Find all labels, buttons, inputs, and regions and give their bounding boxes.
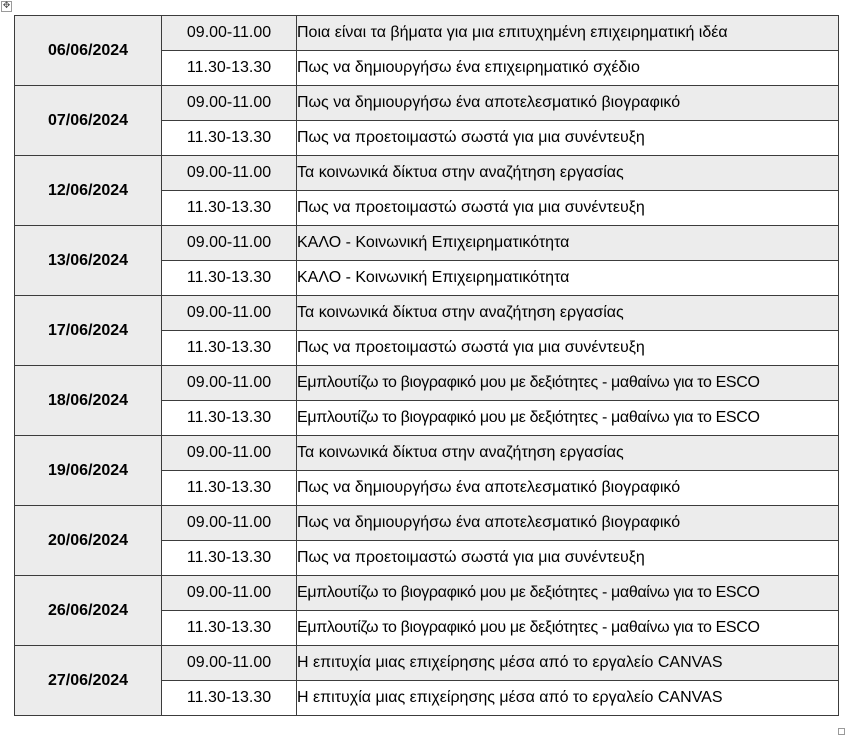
time-slot-cell: 09.00-11.00 [162, 16, 297, 51]
date-cell: 26/06/2024 [15, 576, 162, 646]
time-slot-cell: 09.00-11.00 [162, 296, 297, 331]
time-slot-cell: 11.30-13.30 [162, 611, 297, 646]
schedule-row [15, 646, 839, 681]
time-slot-cell: 11.30-13.30 [162, 121, 297, 156]
time-slot-cell: 11.30-13.30 [162, 261, 297, 296]
session-title-cell: Εμπλουτίζω το βιογραφικό μου με δεξιότητες - μαθαίνω για το ESCO [297, 366, 839, 401]
session-title-cell: Εμπλουτίζω το βιογραφικό μου με δεξιότητες - μαθαίνω για το ESCO [297, 401, 839, 436]
time-slot-cell: 11.30-13.30 [162, 401, 297, 436]
schedule-table-body [15, 16, 839, 716]
session-title-cell: Τα κοινωνικά δίκτυα στην αναζήτηση εργασίας [297, 156, 839, 191]
date-cell: 20/06/2024 [15, 506, 162, 576]
session-title-cell: Πως να δημιουργήσω ένα επιχειρηματικό σχέδιο [297, 51, 839, 86]
date-cell: 06/06/2024 [15, 16, 162, 86]
schedule-row [15, 366, 839, 401]
table-move-handle-icon[interactable]: ✥ [2, 1, 11, 11]
time-slot-cell: 09.00-11.00 [162, 646, 297, 681]
session-title-cell: Πως να δημιουργήσω ένα αποτελεσματικό βιογραφικό [297, 86, 839, 121]
time-slot-cell: 09.00-11.00 [162, 156, 297, 191]
session-title-cell: Τα κοινωνικά δίκτυα στην αναζήτηση εργασίας [297, 296, 839, 331]
date-cell: 13/06/2024 [15, 226, 162, 296]
time-slot-cell: 09.00-11.00 [162, 226, 297, 261]
time-slot-cell: 09.00-11.00 [162, 576, 297, 611]
session-title-cell: Εμπλουτίζω το βιογραφικό μου με δεξιότητες - μαθαίνω για το ESCO [297, 611, 839, 646]
time-slot-cell: 11.30-13.30 [162, 331, 297, 366]
time-slot-cell: 11.30-13.30 [162, 471, 297, 506]
date-cell: 19/06/2024 [15, 436, 162, 506]
schedule-row [15, 436, 839, 471]
session-title-cell: Πως να δημιουργήσω ένα αποτελεσματικό βιογραφικό [297, 471, 839, 506]
time-slot-cell: 09.00-11.00 [162, 366, 297, 401]
time-slot-cell: 09.00-11.00 [162, 506, 297, 541]
session-title-cell: Η επιτυχία μιας επιχείρησης μέσα από το εργαλείο CANVAS [297, 646, 839, 681]
session-title-cell: ΚΑΛΟ - Κοινωνική Επιχειρηματικότητα [297, 226, 839, 261]
session-title-cell: Εμπλουτίζω το βιογραφικό μου με δεξιότητες - μαθαίνω για το ESCO [297, 576, 839, 611]
schedule-table [14, 15, 839, 716]
date-cell: 07/06/2024 [15, 86, 162, 156]
time-slot-cell: 09.00-11.00 [162, 86, 297, 121]
session-title-cell: Πως να δημιουργήσω ένα αποτελεσματικό βιογραφικό [297, 506, 839, 541]
date-cell: 27/06/2024 [15, 646, 162, 716]
session-title-cell: Πως να προετοιμαστώ σωστά για μια συνέντευξη [297, 541, 839, 576]
time-slot-cell: 11.30-13.30 [162, 191, 297, 226]
time-slot-cell: 11.30-13.30 [162, 51, 297, 86]
schedule-row [15, 576, 839, 611]
date-cell: 12/06/2024 [15, 156, 162, 226]
session-title-cell: Τα κοινωνικά δίκτυα στην αναζήτηση εργασίας [297, 436, 839, 471]
time-slot-cell: 11.30-13.30 [162, 541, 297, 576]
date-cell: 18/06/2024 [15, 366, 162, 436]
schedule-row [15, 506, 839, 541]
session-title-cell: Πως να προετοιμαστώ σωστά για μια συνέντευξη [297, 121, 839, 156]
schedule-row [15, 156, 839, 191]
schedule-row [15, 86, 839, 121]
date-cell: 17/06/2024 [15, 296, 162, 366]
table-resize-handle-icon[interactable] [838, 728, 845, 735]
session-title-cell: Πως να προετοιμαστώ σωστά για μια συνέντευξη [297, 331, 839, 366]
schedule-row [15, 296, 839, 331]
session-title-cell: Η επιτυχία μιας επιχείρησης μέσα από το εργαλείο CANVAS [297, 681, 839, 716]
schedule-row [15, 16, 839, 51]
time-slot-cell: 11.30-13.30 [162, 681, 297, 716]
schedule-row [15, 226, 839, 261]
time-slot-cell: 09.00-11.00 [162, 436, 297, 471]
session-title-cell: Ποια είναι τα βήματα για μια επιτυχημένη επιχειρηματική ιδέα [297, 16, 839, 51]
session-title-cell: ΚΑΛΟ - Κοινωνική Επιχειρηματικότητα [297, 261, 839, 296]
session-title-cell: Πως να προετοιμαστώ σωστά για μια συνέντευξη [297, 191, 839, 226]
